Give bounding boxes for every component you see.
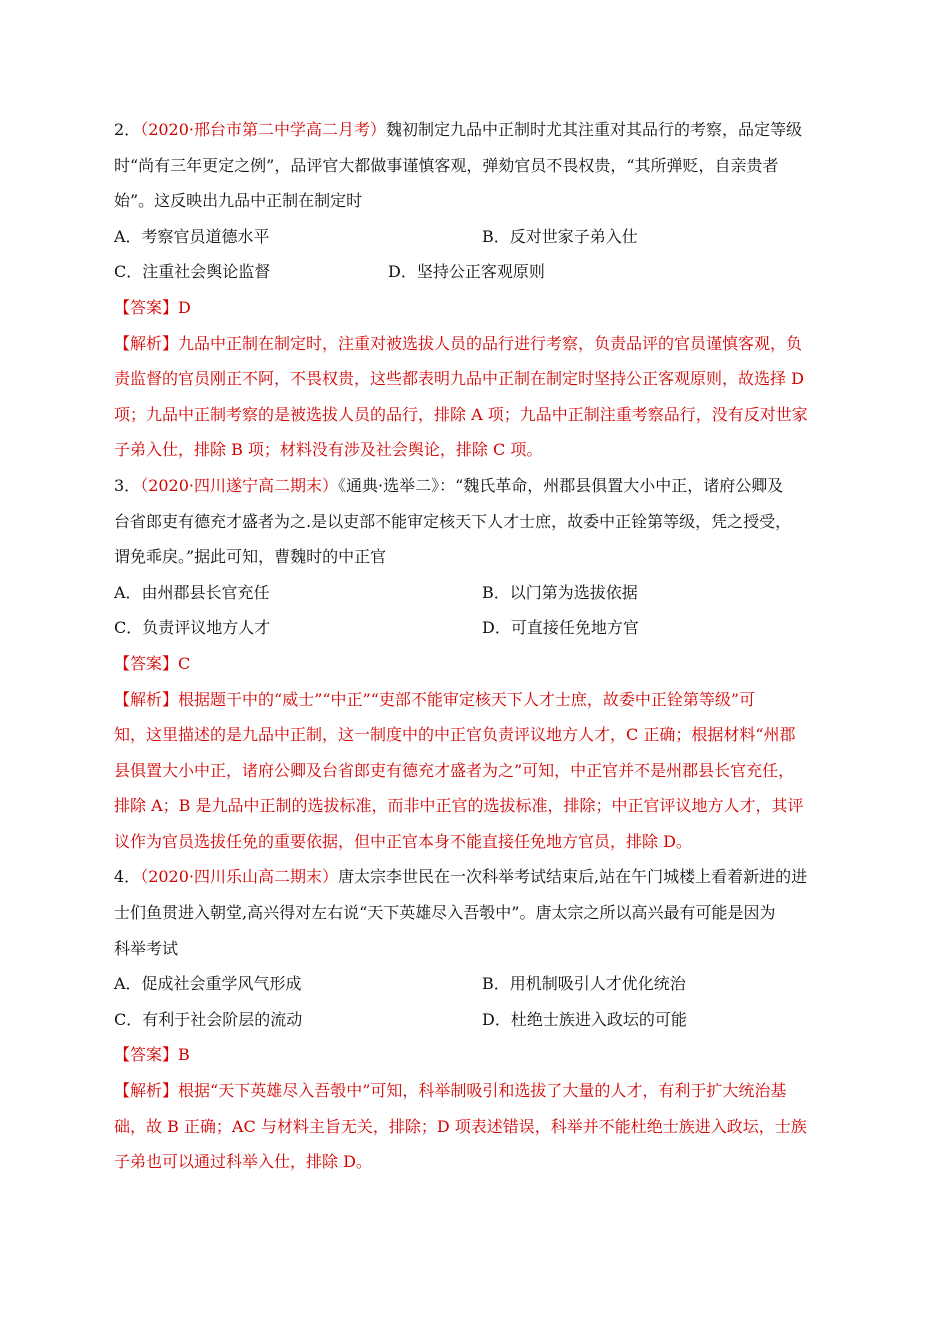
question-2 <box>114 112 838 468</box>
question-source: （2020·邢台市第二中学高二月考） <box>140 120 386 139</box>
question-4 <box>114 859 838 1179</box>
explanation <box>114 326 838 468</box>
question-number: 3． <box>114 475 141 495</box>
options-row <box>114 610 838 646</box>
option-d: D．杜绝士族进入政坛的可能 <box>482 1009 687 1029</box>
question-stem <box>114 859 838 895</box>
explanation-line: 排除 A；B 是九品中正制的选拔标准，而非中正官的选拔标准，排除；中正官评议地方人才，其评 <box>114 796 804 816</box>
explanation-line: 础，故 B 正确；AC 与材料主旨无关，排除；D 项表述错误，科举并不能杜绝士族进入政坛，士族 <box>114 1116 807 1136</box>
explanation-text: 根据“天下英雄尽入吾彀中”可知，科举制吸引和选拔了大量的人才，有利于扩大统治基 <box>178 1081 787 1101</box>
question-3 <box>114 468 838 860</box>
answer-value: D <box>178 297 191 317</box>
option-c: C．注重社会舆论监督 <box>114 262 271 282</box>
question-number: 2． <box>114 120 141 139</box>
stem-line: 士们鱼贯进入朝堂,高兴得对左右说“天下英雄尽入吾彀中”。唐太宗之所以高兴最有可能是因为 <box>114 903 776 923</box>
option-c: C．有利于社会阶层的流动 <box>114 1009 303 1029</box>
explanation-line: 议作为官员选拔任免的重要依据，但中正官本身不能直接任免地方官员，排除 D。 <box>114 831 692 851</box>
options-row <box>114 219 838 255</box>
options-row <box>114 254 838 290</box>
question-number: 4． <box>114 867 141 887</box>
answer <box>114 646 838 682</box>
explanation-line <box>114 682 838 718</box>
stem-line: 谓免乖戾。”据此可知，曹魏时的中正官 <box>114 547 387 567</box>
explanation <box>114 1073 838 1180</box>
option-c: C．负责评议地方人才 <box>114 618 271 638</box>
stem-line: 时“尚有三年更定之例”，品评官大都做事谨慎客观，弹劾官员不畏权贵，“其所弹贬，自亲贵者 <box>114 155 779 175</box>
option-a: A．考察官员道德水平 <box>114 226 270 246</box>
options-row <box>114 575 838 611</box>
explanation-line: 项；九品中正制考察的是被选拔人员的品行，排除 A 项；九品中正制注重考察品行，没有反对世家 <box>114 404 808 424</box>
explanation-label: 【解析】 <box>114 1081 179 1101</box>
option-a: A．促成社会重学风气形成 <box>114 974 302 994</box>
stem-line: 魏初制定九品中正制时尤其注重对其品行的考察，品定等级 <box>386 120 803 139</box>
answer-label: 【答案】 <box>114 653 179 673</box>
question-stem <box>114 112 838 148</box>
options-row <box>114 966 838 1002</box>
answer-label: 【答案】 <box>114 1045 179 1065</box>
option-d: D．坚持公正客观原则 <box>388 262 545 282</box>
options-row <box>114 1002 838 1038</box>
explanation <box>114 682 838 860</box>
explanation-line: 责监督的官员刚正不阿，不畏权贵，这些都表明九品中正制在制定时坚持公正客观原则，故选择 D <box>114 369 804 389</box>
explanation-text: 九品中正制在制定时，注重对被选拔人员的品行进行考察，负责品评的官员谨慎客观，负 <box>178 333 803 353</box>
explanation-line <box>114 326 838 362</box>
answer-label: 【答案】 <box>114 297 179 317</box>
option-b: B．反对世家子弟入仕 <box>482 226 638 246</box>
option-a: A．由州郡县长官充任 <box>114 582 270 602</box>
explanation-line: 知，这里描述的是九品中正制，这一制度中的中正官负责评议地方人才，C 正确；根据材料“州郡 <box>114 725 796 745</box>
option-b: B．用机制吸引人才优化统治 <box>482 974 686 994</box>
answer <box>114 1037 838 1073</box>
question-source: （2020·四川遂宁高二期末） <box>140 475 338 495</box>
option-b: B．以门第为选拔依据 <box>482 582 638 602</box>
explanation-label: 【解析】 <box>114 689 179 709</box>
answer <box>114 290 838 326</box>
answer-value: C <box>178 653 191 673</box>
stem-line: 台省郎吏有德充才盛者为之.是以吏部不能审定核天下人才士庶，故委中正铨第等级，凭之授受， <box>114 511 792 531</box>
question-source: （2020·四川乐山高二期末） <box>140 867 338 887</box>
document-page <box>114 112 838 1180</box>
explanation-line <box>114 1073 838 1109</box>
explanation-label: 【解析】 <box>114 333 179 353</box>
answer-value: B <box>178 1045 190 1065</box>
stem-line: 始”。这反映出九品中正制在制定时 <box>114 191 363 211</box>
stem-line: 科举考试 <box>114 938 179 958</box>
option-d: D．可直接任免地方官 <box>482 618 639 638</box>
explanation-line: 子弟入仕，排除 B 项；材料没有涉及社会舆论，排除 C 项。 <box>114 440 543 460</box>
explanation-line: 子弟也可以通过科举入仕，排除 D。 <box>114 1152 372 1172</box>
explanation-line: 县俱置大小中正，诸府公卿及台省郎吏有德充才盛者为之”可知，中正官并不是州郡县长官充任， <box>114 760 795 780</box>
explanation-text: 根据题干中的“威士”“中正”“吏部不能审定核天下人才士庶，故委中正铨第等级”可 <box>178 689 756 709</box>
question-stem <box>114 468 838 504</box>
stem-line: 《通典·选举二》：“魏氏革命，州郡县俱置大小中正，诸府公卿及 <box>338 475 784 495</box>
stem-line: 唐太宗李世民在一次科举考试结束后,站在午门城楼上看着新进的进 <box>338 867 808 887</box>
